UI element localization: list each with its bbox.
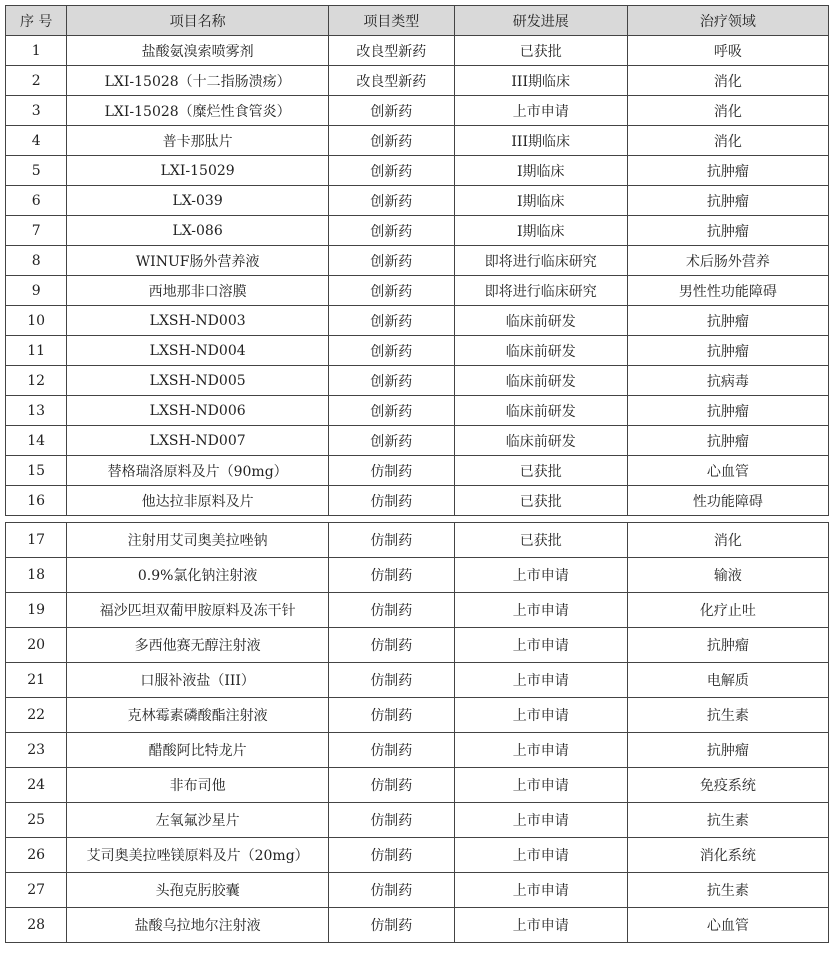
table-row (6, 698, 829, 733)
cell-project-type: 创新药 (328, 366, 454, 396)
table-row (6, 366, 829, 396)
table-row (6, 523, 829, 558)
cell-project-name: LXI-15029 (67, 156, 329, 186)
cell-progress: 已获批 (454, 523, 627, 558)
cell-therapeutic-area: 抗肿瘤 (627, 733, 828, 768)
cell-progress: III期临床 (454, 66, 627, 96)
cell-project-type: 改良型新药 (328, 66, 454, 96)
cell-project-type: 创新药 (328, 396, 454, 426)
cell-progress: 临床前研发 (454, 396, 627, 426)
cell-therapeutic-area: 化疗止吐 (627, 593, 828, 628)
header-progress: 研发进展 (454, 6, 627, 36)
cell-seq: 4 (6, 126, 67, 156)
cell-seq: 14 (6, 426, 67, 456)
cell-project-type: 仿制药 (328, 593, 454, 628)
cell-seq: 8 (6, 246, 67, 276)
cell-seq: 25 (6, 803, 67, 838)
cell-seq: 23 (6, 733, 67, 768)
cell-project-type: 仿制药 (328, 628, 454, 663)
cell-project-type: 仿制药 (328, 733, 454, 768)
cell-progress: 上市申请 (454, 663, 627, 698)
cell-progress: 上市申请 (454, 873, 627, 908)
table-row (6, 396, 829, 426)
table-row (6, 663, 829, 698)
table-section-gap (6, 516, 829, 523)
cell-project-type: 创新药 (328, 126, 454, 156)
cell-project-name: LX-039 (67, 186, 329, 216)
cell-therapeutic-area: 消化 (627, 96, 828, 126)
cell-seq: 7 (6, 216, 67, 246)
cell-seq: 26 (6, 838, 67, 873)
table-row (6, 628, 829, 663)
table-row (6, 426, 829, 456)
cell-seq: 2 (6, 66, 67, 96)
cell-therapeutic-area: 消化 (627, 126, 828, 156)
table-row (6, 803, 829, 838)
cell-progress: 上市申请 (454, 803, 627, 838)
cell-seq: 21 (6, 663, 67, 698)
cell-project-name: 醋酸阿比特龙片 (67, 733, 329, 768)
cell-seq: 11 (6, 336, 67, 366)
table-row (6, 246, 829, 276)
cell-therapeutic-area: 抗肿瘤 (627, 216, 828, 246)
table-row (6, 216, 829, 246)
cell-progress: I期临床 (454, 186, 627, 216)
cell-therapeutic-area: 抗肿瘤 (627, 396, 828, 426)
cell-therapeutic-area: 抗生素 (627, 803, 828, 838)
cell-progress: 上市申请 (454, 558, 627, 593)
cell-seq: 1 (6, 36, 67, 66)
table-row (6, 838, 829, 873)
cell-project-type: 创新药 (328, 216, 454, 246)
cell-project-type: 仿制药 (328, 838, 454, 873)
cell-seq: 10 (6, 306, 67, 336)
cell-progress: 上市申请 (454, 698, 627, 733)
cell-project-name: LX-086 (67, 216, 329, 246)
cell-progress: 临床前研发 (454, 426, 627, 456)
cell-project-type: 仿制药 (328, 908, 454, 943)
cell-progress: III期临床 (454, 126, 627, 156)
table-row (6, 126, 829, 156)
cell-project-name: 非布司他 (67, 768, 329, 803)
cell-therapeutic-area: 术后肠外营养 (627, 246, 828, 276)
cell-therapeutic-area: 抗肿瘤 (627, 306, 828, 336)
cell-therapeutic-area: 呼吸 (627, 36, 828, 66)
cell-therapeutic-area: 男性性功能障碍 (627, 276, 828, 306)
cell-progress: I期临床 (454, 156, 627, 186)
cell-seq: 28 (6, 908, 67, 943)
table-row (6, 486, 829, 516)
cell-project-name: 头孢克肟胶囊 (67, 873, 329, 908)
cell-project-name: LXSH-ND006 (67, 396, 329, 426)
cell-project-name: 左氧氟沙星片 (67, 803, 329, 838)
cell-project-name: 多西他赛无醇注射液 (67, 628, 329, 663)
table-row (6, 873, 829, 908)
cell-progress: 上市申请 (454, 593, 627, 628)
cell-project-type: 仿制药 (328, 456, 454, 486)
cell-seq: 22 (6, 698, 67, 733)
table-row (6, 336, 829, 366)
cell-therapeutic-area: 抗肿瘤 (627, 156, 828, 186)
table-row (6, 156, 829, 186)
gap-cell (6, 516, 829, 523)
cell-seq: 24 (6, 768, 67, 803)
cell-seq: 15 (6, 456, 67, 486)
cell-project-name: 艾司奥美拉唑镁原料及片（20mg） (67, 838, 329, 873)
cell-seq: 19 (6, 593, 67, 628)
cell-project-name: 0.9%氯化钠注射液 (67, 558, 329, 593)
header-therapeutic-area: 治疗领域 (627, 6, 828, 36)
cell-therapeutic-area: 性功能障碍 (627, 486, 828, 516)
cell-therapeutic-area: 抗生素 (627, 873, 828, 908)
header-project-type: 项目类型 (328, 6, 454, 36)
cell-project-type: 仿制药 (328, 873, 454, 908)
table-row (6, 66, 829, 96)
cell-therapeutic-area: 抗肿瘤 (627, 186, 828, 216)
cell-therapeutic-area: 心血管 (627, 456, 828, 486)
cell-project-name: 他达拉非原料及片 (67, 486, 329, 516)
table-row (6, 768, 829, 803)
cell-progress: 即将进行临床研究 (454, 246, 627, 276)
cell-project-type: 仿制药 (328, 523, 454, 558)
cell-progress: 已获批 (454, 36, 627, 66)
cell-project-name: 注射用艾司奥美拉唑钠 (67, 523, 329, 558)
table-row (6, 186, 829, 216)
cell-progress: 即将进行临床研究 (454, 276, 627, 306)
cell-therapeutic-area: 抗肿瘤 (627, 628, 828, 663)
cell-project-name: 普卡那肽片 (67, 126, 329, 156)
cell-project-name: LXI-15028（十二指肠溃疡） (67, 66, 329, 96)
header-seq: 序 号 (6, 6, 67, 36)
cell-progress: 上市申请 (454, 733, 627, 768)
cell-progress: 上市申请 (454, 768, 627, 803)
table-row (6, 276, 829, 306)
header-project-name: 项目名称 (67, 6, 329, 36)
table-header-row (6, 6, 829, 36)
cell-seq: 5 (6, 156, 67, 186)
cell-progress: I期临床 (454, 216, 627, 246)
pipeline-table (5, 5, 829, 943)
cell-project-name: WINUF肠外营养液 (67, 246, 329, 276)
cell-progress: 临床前研发 (454, 336, 627, 366)
cell-project-type: 仿制药 (328, 558, 454, 593)
cell-progress: 已获批 (454, 456, 627, 486)
cell-progress: 临床前研发 (454, 306, 627, 336)
cell-progress: 上市申请 (454, 96, 627, 126)
table-row (6, 558, 829, 593)
cell-project-name: LXSH-ND007 (67, 426, 329, 456)
table-row (6, 908, 829, 943)
cell-project-name: 盐酸乌拉地尔注射液 (67, 908, 329, 943)
cell-therapeutic-area: 消化 (627, 523, 828, 558)
cell-therapeutic-area: 免疫系统 (627, 768, 828, 803)
table-row (6, 96, 829, 126)
cell-project-name: 西地那非口溶膜 (67, 276, 329, 306)
cell-project-type: 创新药 (328, 426, 454, 456)
cell-therapeutic-area: 电解质 (627, 663, 828, 698)
cell-seq: 13 (6, 396, 67, 426)
cell-project-name: LXSH-ND003 (67, 306, 329, 336)
cell-project-type: 创新药 (328, 306, 454, 336)
cell-project-name: 替格瑞洛原料及片（90mg） (67, 456, 329, 486)
cell-project-type: 改良型新药 (328, 36, 454, 66)
cell-therapeutic-area: 消化系统 (627, 838, 828, 873)
cell-seq: 20 (6, 628, 67, 663)
cell-project-name: LXI-15028（糜烂性食管炎） (67, 96, 329, 126)
cell-therapeutic-area: 抗生素 (627, 698, 828, 733)
cell-project-name: 克林霉素磷酸酯注射液 (67, 698, 329, 733)
table-row (6, 456, 829, 486)
table-body (6, 36, 829, 943)
cell-progress: 临床前研发 (454, 366, 627, 396)
cell-seq: 16 (6, 486, 67, 516)
cell-progress: 上市申请 (454, 628, 627, 663)
cell-project-name: LXSH-ND005 (67, 366, 329, 396)
cell-seq: 17 (6, 523, 67, 558)
cell-seq: 12 (6, 366, 67, 396)
cell-project-type: 创新药 (328, 96, 454, 126)
table-row (6, 306, 829, 336)
cell-project-type: 创新药 (328, 276, 454, 306)
cell-project-type: 仿制药 (328, 768, 454, 803)
cell-therapeutic-area: 抗肿瘤 (627, 336, 828, 366)
cell-seq: 6 (6, 186, 67, 216)
table-row (6, 593, 829, 628)
cell-seq: 3 (6, 96, 67, 126)
cell-progress: 上市申请 (454, 908, 627, 943)
cell-seq: 27 (6, 873, 67, 908)
cell-project-name: 福沙匹坦双葡甲胺原料及冻干针 (67, 593, 329, 628)
cell-project-type: 创新药 (328, 186, 454, 216)
cell-progress: 已获批 (454, 486, 627, 516)
cell-project-type: 创新药 (328, 336, 454, 366)
cell-therapeutic-area: 抗病毒 (627, 366, 828, 396)
cell-project-type: 仿制药 (328, 663, 454, 698)
cell-project-name: 盐酸氨溴索喷雾剂 (67, 36, 329, 66)
cell-project-name: LXSH-ND004 (67, 336, 329, 366)
cell-project-type: 仿制药 (328, 698, 454, 733)
cell-project-type: 仿制药 (328, 803, 454, 838)
cell-project-type: 创新药 (328, 246, 454, 276)
cell-therapeutic-area: 输液 (627, 558, 828, 593)
cell-seq: 9 (6, 276, 67, 306)
table-row (6, 733, 829, 768)
cell-progress: 上市申请 (454, 838, 627, 873)
table-row (6, 36, 829, 66)
cell-seq: 18 (6, 558, 67, 593)
cell-therapeutic-area: 消化 (627, 66, 828, 96)
cell-project-type: 仿制药 (328, 486, 454, 516)
cell-project-name: 口服补液盐（III） (67, 663, 329, 698)
cell-project-type: 创新药 (328, 156, 454, 186)
cell-therapeutic-area: 抗肿瘤 (627, 426, 828, 456)
cell-therapeutic-area: 心血管 (627, 908, 828, 943)
